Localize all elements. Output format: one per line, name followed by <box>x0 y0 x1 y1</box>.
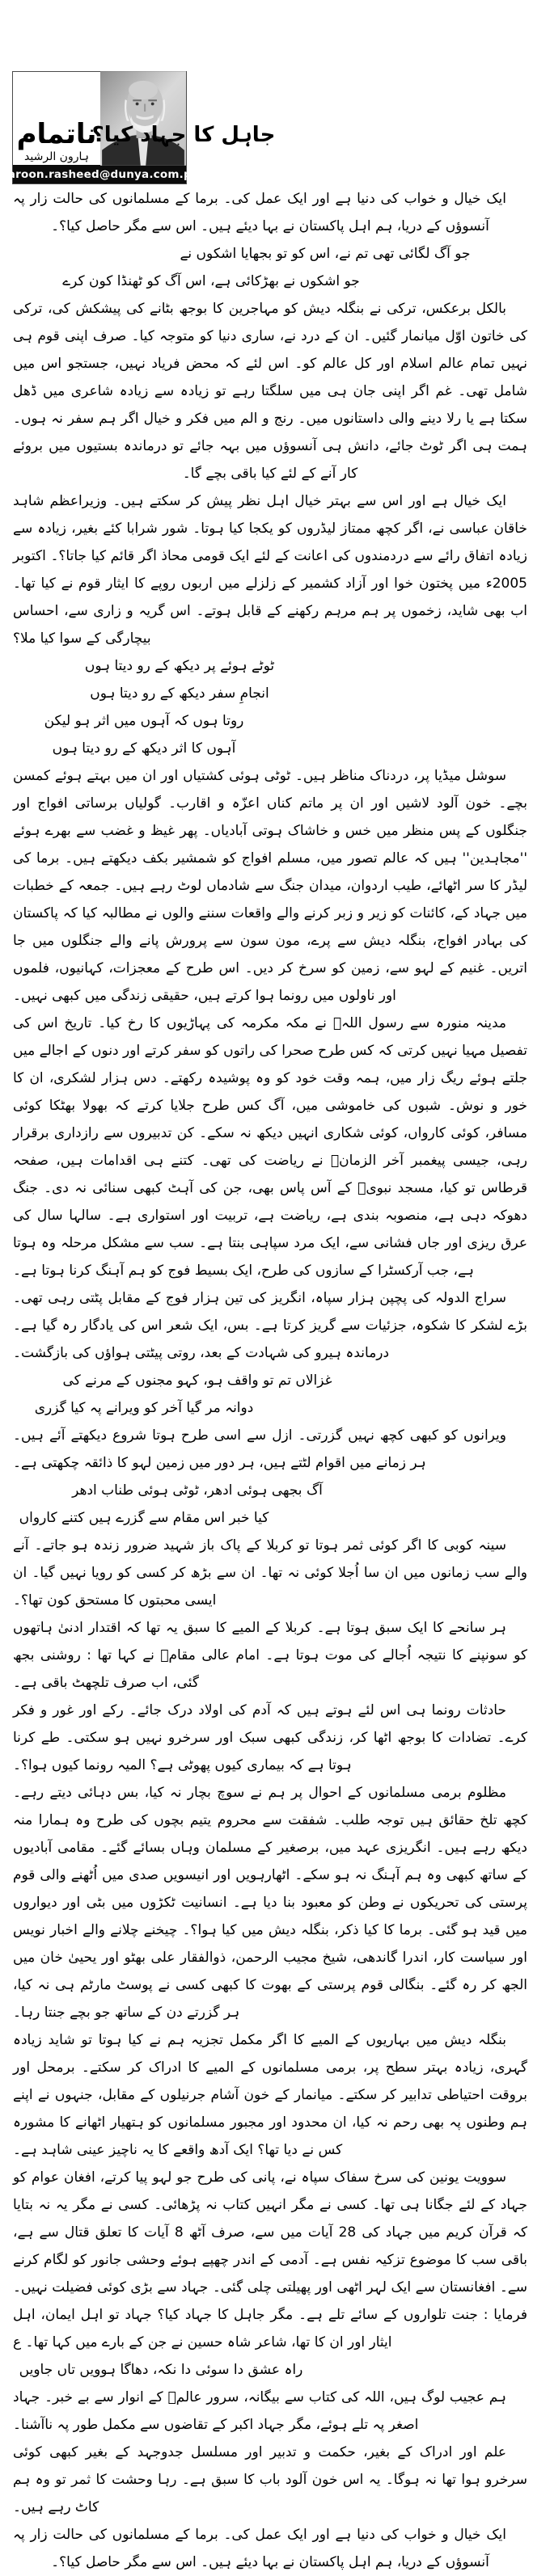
verse-line: جو آگ لگائی تھی تم نے، اس کو تو بجھایا اشکوں نے <box>180 246 471 262</box>
article-paragraph: علم اور ادراک کے بغیر، حکمت و تدبیر اور مسلسل جدوجہد کے بغیر کبھی کوئی سرخرو ہوا تھا نہ ہوگا۔ یہ اس خون آلود باب کا سبق ہے۔ رہا وحشت کا ثمر تو وہ ہم کاٹ رہے ہیں۔ <box>13 2444 527 2515</box>
article-paragraph: ہم عجیب لوگ ہیں، اللہ کی کتاب سے بیگانہ، سرور عالمؐ کے انوار سے بے خبر۔ جہاد اصغر پہ تلے ہوئے، مگر جہاد اکبر کے تقاضوں سے مکمل طور پہ ناآشنا۔ <box>13 2389 506 2433</box>
verse-line: راہ عشق دا سوئی دا نکہ، دھاگا ہوویں تاں جاویں <box>19 2362 303 2378</box>
article-paragraph: سینہ کوبی کا اگر کوئی ثمر ہوتا تو کربلا کے پاک باز شہید ضرور زندہ ہو جاتے۔ آنے والے سب زمانوں میں ان سا اُجلا کوئی نہ تھا۔ ان سے بڑھ کر کسی کو رویا نہیں گیا۔ ان ایسی محبتوں کا مستحق کون تھا؟۔ <box>13 1537 527 1608</box>
masthead-top <box>13 72 186 165</box>
article-paragraph: سوویت یونین کی سرخ سفاک سپاہ نے، پانی کی طرح جو لہو پیا کرتے، افغان عوام کو جہاد کے لئے جگانا ہی تھا۔ کسی نے مگر انہیں کتاب نہ پڑھائی۔ کسی نے مگر یہ نہ بتایا کہ قرآن کریم میں جہاد کی 28 آیات میں سے، صرف آٹھ 8 آیات کا تعلق قتال سے ہے، باقی سب کا موضوع تزکیہ نفس ہے۔ آدمی کے اندر چھپے ہوئے وحشی جانور کو لگام کرنے سے۔ افغانستان سے ایک لہر اٹھی اور پھیلتی چلی گئی۔ جہاد سے بڑی کوئی فضیلت نہیں۔ فرمایا : جنت تلواروں کے سائے تلے ہے۔ مگر جاہل کا جہاد کیا؟ جہاد تو اہل ایمان، اہل ایثار اور ان کا تھا، شاعر شاہ حسین نے جن کے بارے میں کہا تھا۔ ع <box>13 2169 527 2350</box>
author-email-bar: haroon.rasheed@dunya.com.pk <box>13 165 186 183</box>
article-paragraph: حادثات رونما ہی اس لئے ہوتے ہیں کہ آدم کی اولاد درک جائے۔ رکے اور غور و فکر کرے۔ تضادات کا بوجھ اٹھا کر، زندگی کبھی سبک اور سرخرو نہیں ہو سکتی۔ طے کرنا ہوتا ہے کہ بیماری کیوں پھوٹی ہے؟ المیہ رونما کیوں ہوا؟۔ <box>13 1702 527 1773</box>
article-paragraph: ایک خیال و خواب کی دنیا ہے اور ایک عمل کی۔ برما کے مسلمانوں کی حالت زار پہ آنسوؤں کے دریا، ہم اہل پاکستان نے بہا دیئے ہیں۔ اس سے مگر حاصل کیا؟۔ <box>13 2527 506 2570</box>
verse-line: ٹوٹے ہوئے پر دیکھ کے رو دیتا ہوں <box>84 658 275 674</box>
article-paragraph: ہر سانحے کا ایک سبق ہوتا ہے۔ کربلا کے المیے کا سبق یہ تھا کہ اقتدار ادنیٰ ہاتھوں کو سونپنے کا نتیجہ اُجالے کی موت ہوتا ہے۔ امام عالی مقامؑ نے کہا تھا : روشنی بجھ گئی، اب صرف تلچھٹ باقی ہے۔ <box>13 1620 527 1691</box>
verse-line: غزالاں تم تو واقف ہو، کہو مجنوں کے مرنے کی <box>62 1372 332 1389</box>
article-paragraph: ایک خیال و خواب کی دنیا ہے اور ایک عمل کی۔ برما کے مسلمانوں کی حالت زار پہ آنسوؤں کے دریا، ہم اہل پاکستان نے بہا دیئے ہیں۔ اس سے مگر حاصل کیا؟۔ <box>13 191 506 234</box>
article-body <box>13 185 527 2576</box>
author-photo-illustration <box>100 72 186 165</box>
verse-line: آہوں کا اثر دیکھ کے رو دیتا ہوں <box>52 740 236 757</box>
verse-line: روتا ہوں کہ آہوں میں اثر ہو لیکن <box>44 713 244 729</box>
logo-cell <box>13 72 100 165</box>
verse-line: انجامِ سفر دیکھ کے رو دیتا ہوں <box>90 685 269 702</box>
article-paragraph: ویرانوں کو کبھی کچھ نہیں گزرتی۔ ازل سے اسی طرح ہوتا شروع دیکھتے آئے ہیں۔ ہر زمانے میں اقوام لٹتے ہیں، ہر دور میں زمین لہو کا ذائقہ چکھتی ہے۔ <box>13 1427 506 1471</box>
article-paragraph: سراج الدولہ کی پچپن ہزار سپاہ، انگریز کی تین ہزار فوج کے مقابل پٹتی رہی تھی۔ بڑے لشکر کا شکوہ، جزئیات سے گریز کرتا ہے۔ بس، ایک شعر اس کی یادگار رہ گیا ہے۔ درماندہ ہیرو کی شہادت کے بعد، روتی پیٹتی ہواؤں کی بازگشت۔ <box>13 1290 527 1361</box>
article-paragraph: سوشل میڈیا پر، دردناک مناظر ہیں۔ ٹوٹی ہوئی کشتیاں اور ان میں بہتے ہوئے کمسن بچے۔ خون آلود لاشیں اور ان پر ماتم کناں اعزّہ و اقارب۔ گولیاں برساتی افواج اور جنگلوں کے پس منظر میں خس و خاشاک ہوتی آبادیاں۔ پھر غیظ و غضب سے بھرے ہوئے ''مجاہدین'' ہیں کہ عالم تصور میں، مسلم افواج کو شمشیر بکف دیکھتے ہیں۔ برما کی لیڈر کا سر اٹھائے، طیب اردوان، میدان جنگ سے شادماں لوٹ رہے ہیں۔ جمعہ کے خطبات میں جہاد کے، کائنات کو زیر و زبر کرنے والے واقعات سننے والوں نے مطالبہ کیا کہ پاکستان کی بہادر افواج، بنگلہ دیش سے پرے، مون سون سے پرورش پانے والے جنگلوں میں جا اتریں۔ غنیم کے لہو سے، زمین کو سرخ کر دیں۔ اس طرح کے معجزات، کہانیوں، فلموں اور ناولوں میں رونما ہوا کرتے ہیں، حقیقی زندگی میں کبھی نہیں۔ <box>13 768 527 1004</box>
verse-line: آگ بجھی ہوئی ادھر، ٹوٹی ہوئی طناب ادھر <box>72 1482 323 1499</box>
article-paragraph: بالکل برعکس، ترکی نے بنگلہ دیش کو مہاجرین کا بوجھ بٹانے کی پیشکش کی، ترکی کی خاتون اوّل میانمار گئیں۔ ان کے درد نے، ساری دنیا کو متوجہ کیا۔ صرف اپنی قوم ہی نہیں تمام عالم اسلام اور کل عالم کو۔ اس لئے کہ محض فریاد نہیں، جستجو اس میں شامل تھی۔ غم اگر اپنی جان ہی میں سلگتا رہے تو زیادہ سے زیادہ شاعری میں ڈھل سکتا ہے یا رلا دینے والی داستانوں میں۔ رنج و الم میں فکر و خیال اگر ہم سفر نہ ہوں۔ ہمت ہی اگر ٹوٹ جائے، دانش ہی آنسوؤں میں بہہ جائے تو درماندہ بستیوں میں بروئے کار آنے کے لئے کیا باقی بچے گا۔ <box>13 301 527 482</box>
verse-line: جو اشکوں نے بھڑکائی ہے، اس آگ کو ٹھنڈا کون کرے <box>62 273 360 289</box>
article-paragraph: مدینہ منورہ سے رسول اللہﷺ نے مکہ مکرمہ کی پہاڑیوں کا رخ کیا۔ تاریخ اس کی تفصیل مہیا نہیں کرتی کہ کس طرح صحرا کی راتوں کو سفر کرتے اور دنوں کے اجالے میں جلتے ہوئے ریگ زار میں، ہمہ وقت خود کو وہ پوشیدہ رکھتے۔ دس ہزار لشکری، ان کا خور و نوش۔ شبوں کی خاموشی میں، آگ کس طرح جلایا کرتے کہ بھولا بھٹکا کوئی مسافر، کوئی کارواں، کوئی شکاری انہیں دیکھ نہ سکے۔ کن تدبیروں سے رازداری برقرار رہی، جیسی پیغمبر آخر الزمانؐ نے ریاضت کی تھی۔ کتنے ہی اقدامات ہیں، صفحہ قرطاس تو کیا، مسجد نبویؐ کے آس پاس بھی، جن کی آہٹ کبھی سنائی نہ دی۔ جنگ دھوکہ دہی ہے، منصوبہ بندی ہے، ریاضت ہے، تربیت اور استواری ہے۔ سالہا سال کی عرق ریزی اور جاں فشانی سے، ایک مرد سپاہی بنتا ہے۔ سب سے مشکل مرحلہ وہ ہوتا ہے، جب آرکسٹرا کے سازوں کی طرح، ایک بسیط فوج کو ہم آہنگ کرنا ہوتا ہے۔ <box>13 1015 527 1279</box>
verse-line: دوانہ مر گیا آخر کو ویرانے پہ کیا گزری <box>34 1400 254 1416</box>
author-photo <box>100 72 186 165</box>
article-paragraph: ایک خیال ہے اور اس سے بہتر خیال اہل نظر پیش کر سکتے ہیں۔ وزیراعظم شاہد خاقان عباسی نے، اگر کچھ ممتاز لیڈروں کو یکجا کیا ہوتا۔ شور شرابا کئے بغیر، زیادہ سے زیادہ اتفاق رائے سے دردمندوں کی اعانت کے لئے ایک قومی محاذ اگر قائم کیا جاتا؟۔ اکتوبر 2005ء میں پختون خوا اور آزاد کشمیر کے زلزلے میں اربوں روپے کا ایثار قوم نے کیا تھا۔ اب بھی شاید، زخموں پر ہم مرہم رکھنے کے قابل ہوتے۔ اس گریہ و زاری سے، احساس بیچارگی کے سوا کیا ملا؟ <box>13 493 527 647</box>
author-name: ہارون الرشید <box>24 150 89 163</box>
article-paragraph: بنگلہ دیش میں بہاریوں کے المیے کا اگر مکمل تجزیہ ہم نے کیا ہوتا تو شاید زیادہ گہری، زیادہ بہتر سطح پر، برمی مسلمانوں کے المیے کا ادراک کر سکتے۔ برمحل اور بروقت احتیاطی تدابیر کر سکتے۔ میانمار کے خون آشام جرنیلوں کے مقابل، جنہوں نے اپنے ہم وطنوں پہ بھی رحم نہ کیا، ان محدود اور مجبور مسلمانوں کو ہتھیار اٹھانے کا مشورہ کس نے دیا تھا؟ ایک آدھ واقعے کا یہ ناچیز عینی شاہد ہے۔ <box>13 2032 527 2158</box>
article-title: جاہل کا جہاد کیا؟ <box>91 123 276 147</box>
column-logo: ناتمام <box>16 118 97 150</box>
article-paragraph: مظلوم برمی مسلمانوں کے احوال پر ہم نے سوچ بچار نہ کیا، بس دہائی دیتے رہے۔ کچھ تلخ حقائق ہیں توجہ طلب۔ شفقت سے محروم یتیم بچوں کی طرح وہ ہمارا منہ دیکھ رہے ہیں۔ انگریزی عہد میں، برصغیر کے مسلمان وہاں بسائے گئے۔ مقامی آبادیوں کے ساتھ کبھی وہ ہم آہنگ نہ ہو سکے۔ اٹھارہویں اور انیسویں صدی میں اُٹھنے والی قوم پرستی کی تحریکوں نے وطن کو معبود بنا دیا ہے۔ انسانیت ٹکڑوں میں بٹی اور دیواروں میں قید ہو گئی۔ برما کا کیا ذکر، بنگلہ دیش میں کیا ہوا؟۔ چیخنے چلانے والے اخبار نویس اور سیاست کار، اندرا گاندھی، شیخ مجیب الرحمن، ذوالفقار علی بھٹو اور یحییٰ خان میں الجھ کر رہ گئے۔ بنگالی قوم پرستی کے بھوت کا کبھی کسی نے پوسٹ مارٹم ہی نہ کیا، ہر گزرتے دن کے ساتھ جو بچے جنتا رہا۔ <box>13 1785 527 2021</box>
verse-line: کیا خبر اس مقام سے گزرے ہیں کتنے کارواں <box>19 1510 269 1526</box>
